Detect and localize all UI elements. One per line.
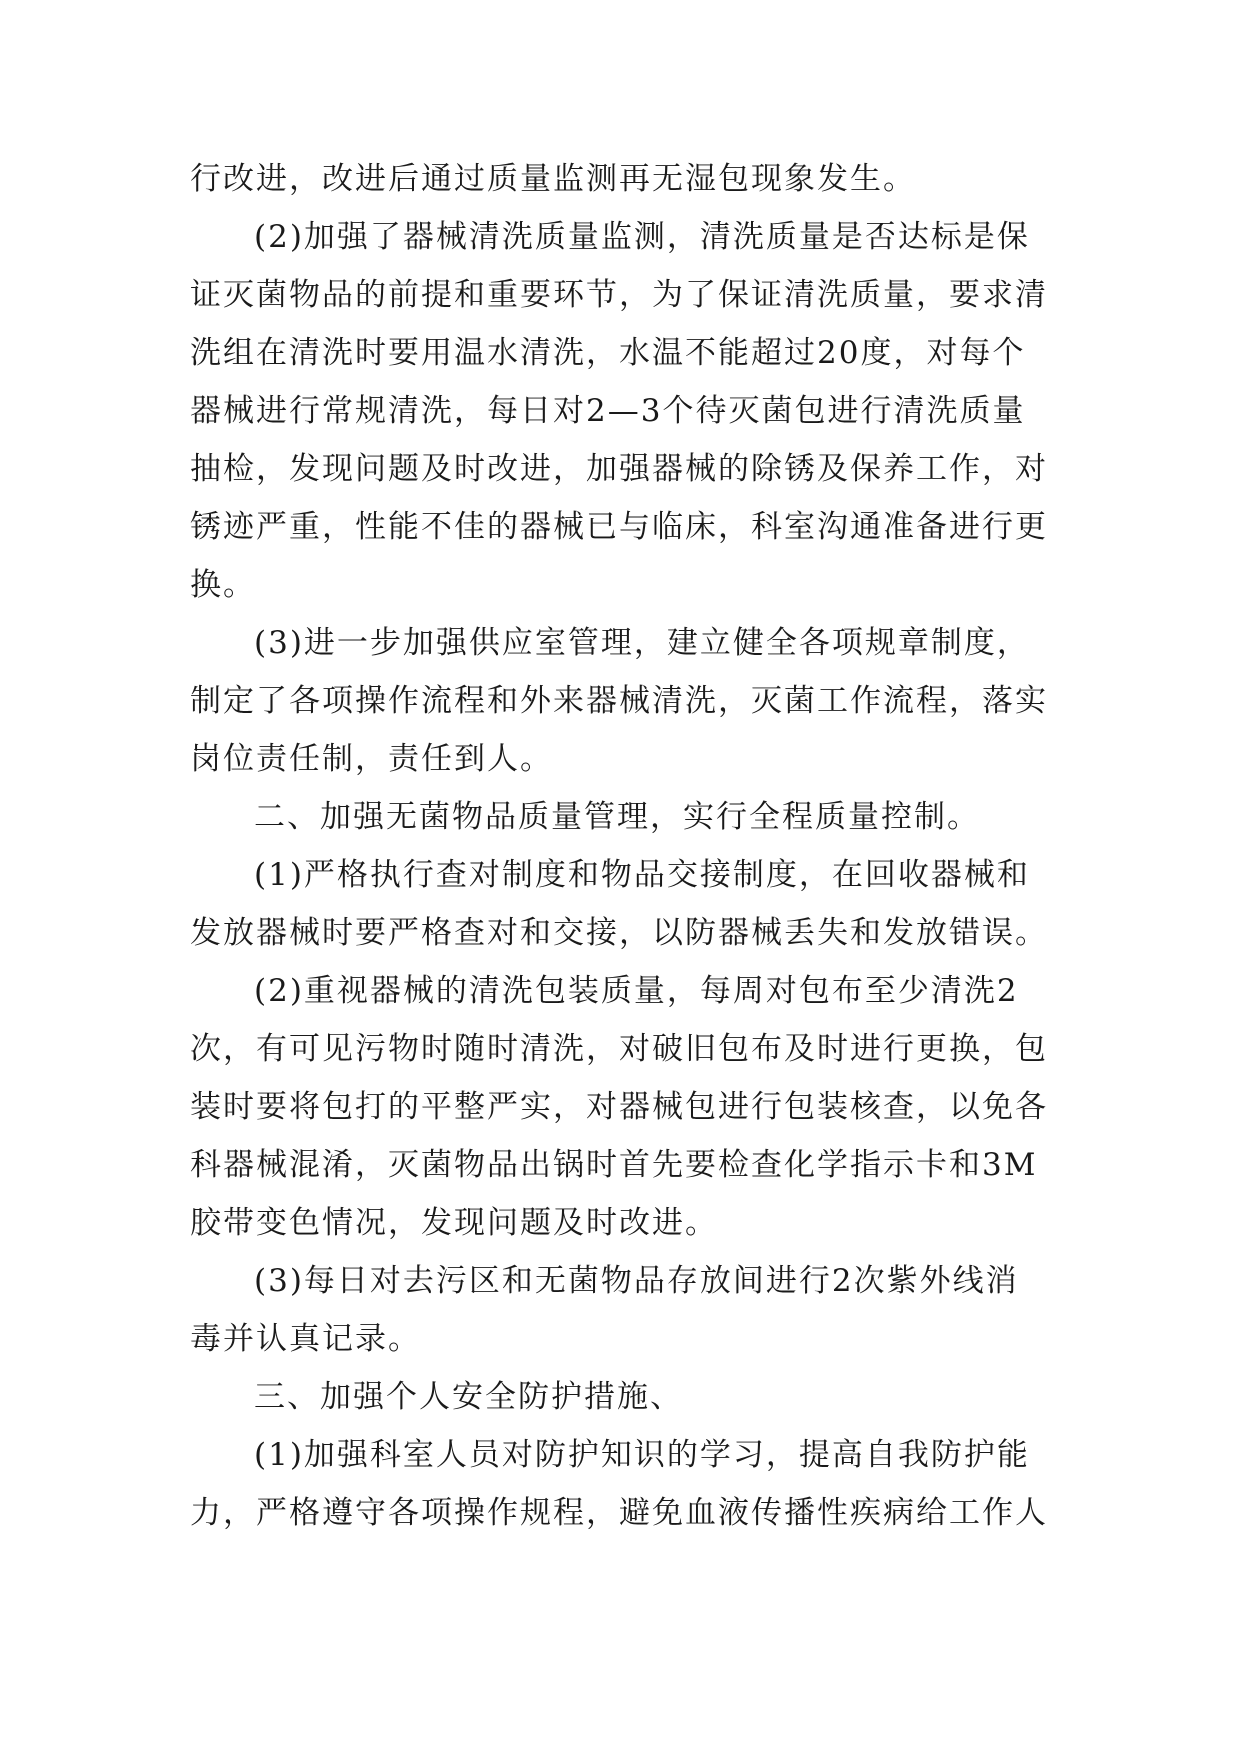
- text-line: 发放器械时要严格查对和交接，以防器械丢失和发放错误。: [190, 915, 1048, 951]
- text-line: 器械进行常规清洗，每日对2—3个待灭菌包进行清洗质量: [190, 393, 1026, 429]
- text-line: 岗位责任制，责任到人。: [190, 741, 553, 777]
- text-line: 锈迹严重，性能不佳的器械已与临床，科室沟通准备进行更: [190, 509, 1048, 545]
- text-line: 制定了各项操作流程和外来器械清洗，灭菌工作流程，落实: [190, 683, 1048, 719]
- text-line: (2)加强了器械清洗质量监测，清洗质量是否达标是保: [254, 219, 1030, 255]
- text-line: 胶带变色情况，发现问题及时改进。: [190, 1205, 718, 1241]
- text-line: (1)加强科室人员对防护知识的学习，提高自我防护能: [254, 1437, 1030, 1473]
- document-body: [190, 150, 1060, 1542]
- text-line: (3)每日对去污区和无菌物品存放间进行2次紫外线消: [254, 1263, 1019, 1299]
- text-line: (1)严格执行查对制度和物品交接制度，在回收器械和: [254, 857, 1030, 893]
- text-line: 科器械混淆，灭菌物品出锅时首先要检查化学指示卡和3M: [190, 1147, 1038, 1183]
- text-line: 抽检，发现问题及时改进，加强器械的除锈及保养工作，对: [190, 451, 1048, 487]
- text-line: 行改进，改进后通过质量监测再无湿包现象发生。: [190, 161, 916, 197]
- text-line: 换。: [190, 567, 256, 603]
- text-line: 证灭菌物品的前提和重要环节，为了保证清洗质量，要求清: [190, 277, 1048, 313]
- text-line: (3)进一步加强供应室管理，建立健全各项规章制度，: [254, 625, 1030, 661]
- text-line: 次，有可见污物时随时清洗，对破旧包布及时进行更换，包: [190, 1031, 1048, 1067]
- text-line: 二、加强无菌物品质量管理，实行全程质量控制。: [254, 799, 980, 835]
- text-line: 洗组在清洗时要用温水清洗，水温不能超过20度，对每个: [190, 335, 1026, 371]
- text-line: 力，严格遵守各项操作规程，避免血液传播性疾病给工作人: [190, 1495, 1048, 1531]
- text-line: (2)重视器械的清洗包装质量，每周对包布至少清洗2: [254, 973, 1019, 1009]
- text-line: 装时要将包打的平整严实，对器械包进行包装核查，以免各: [190, 1089, 1048, 1125]
- text-line: 毒并认真记录。: [190, 1321, 421, 1357]
- text-line: 三、加强个人安全防护措施、: [254, 1379, 683, 1415]
